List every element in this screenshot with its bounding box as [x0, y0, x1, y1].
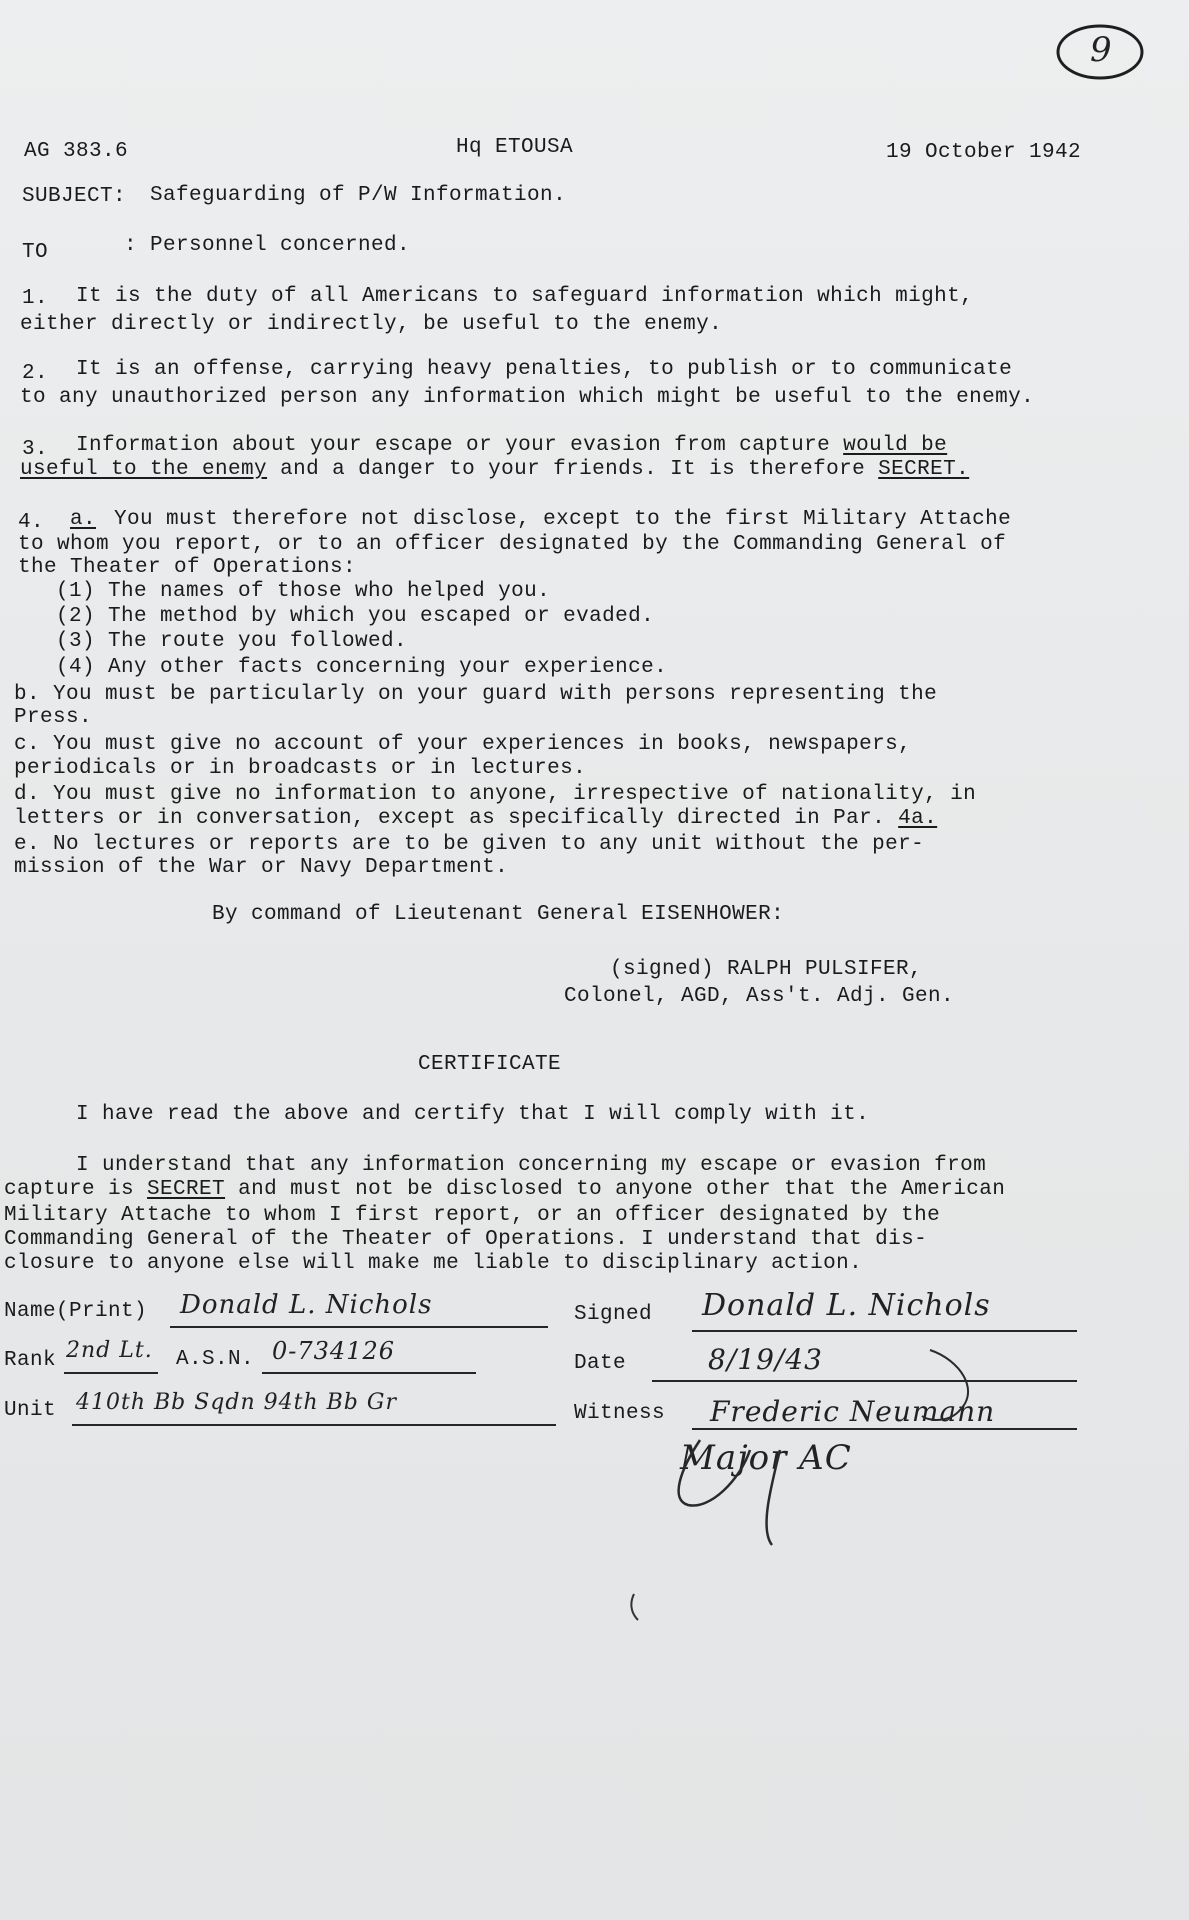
- asn-label: A.S.N.: [176, 1348, 255, 1371]
- para3-line1-text: Information about your escape or your evasion from capture: [76, 434, 831, 457]
- certificate-line2: [4, 1178, 1005, 1202]
- para4-c-line: periodicals or in broadcasts or in lectures.: [14, 757, 587, 780]
- para4-a-line: the Theater of Operations:: [18, 556, 357, 579]
- para3-line2: [20, 458, 969, 482]
- subject-label: SUBJECT:: [22, 185, 127, 208]
- para4-a-line: You must therefore not disclose, except to the first Military Attache: [114, 508, 1012, 531]
- name-label: Name(Print): [4, 1300, 148, 1323]
- name-field-line: [170, 1326, 548, 1328]
- name-value: Donald L. Nichols: [180, 1290, 433, 1320]
- certificate-line2-text-b: and must not be disclosed to anyone other that the American: [238, 1178, 1006, 1201]
- para1-number: 1.: [22, 287, 49, 310]
- certificate-line2-text: capture is: [4, 1178, 135, 1201]
- signature-line2: Colonel, AGD, Ass't. Adj. Gen.: [564, 985, 955, 1008]
- signature-line1: (signed) RALPH PULSIFER,: [610, 958, 923, 981]
- para4-d-line2: [14, 807, 937, 831]
- witness-rank: Major AC: [680, 1438, 852, 1478]
- para3-secret: SECRET.: [878, 458, 970, 481]
- para4-e-line: e. No lectures or reports are to be given to any unit without the per-: [14, 833, 925, 856]
- stray-mark: [626, 1592, 642, 1622]
- para2-line: It is an offense, carrying heavy penalties, to publish or to communicate: [76, 358, 1013, 381]
- signed-value: Donald L. Nichols: [702, 1288, 991, 1323]
- asn-field-line: [262, 1372, 476, 1374]
- para4-e-line: mission of the War or Navy Department.: [14, 856, 509, 879]
- para2-line: to any unauthorized person any information which might be useful to the enemy.: [20, 386, 1035, 409]
- para3-number: 3.: [22, 438, 49, 461]
- certificate-line: closure to anyone else will make me liable to disciplinary action.: [4, 1252, 863, 1275]
- para3-line1: [76, 434, 947, 458]
- para4-a-marker: a.: [70, 508, 97, 531]
- para3-line2-text: and a danger to your friends. It is therefore: [280, 458, 866, 481]
- para4-item: (2) The method by which you escaped or evaded.: [56, 605, 655, 628]
- certificate-line: Commanding General of the Theater of Operations. I understand that dis-: [4, 1228, 928, 1251]
- para4-item: (1) The names of those who helped you.: [56, 580, 551, 603]
- para4-c-line: c. You must give no account of your experiences in books, newspapers,: [14, 733, 912, 756]
- para4-d-ref: 4a.: [898, 807, 938, 830]
- para2-number: 2.: [22, 362, 49, 385]
- to-text: : Personnel concerned.: [124, 234, 411, 257]
- para4-a-line: to whom you report, or to an officer designated by the Commanding General of: [18, 533, 1007, 556]
- certificate-secret: SECRET: [147, 1178, 226, 1201]
- date-label: Date: [574, 1352, 627, 1375]
- date-value: 8/19/43: [708, 1343, 823, 1376]
- document-date: 19 October 1942: [886, 141, 1082, 164]
- to-label: TO: [22, 241, 49, 264]
- para4-number: 4.: [18, 511, 45, 534]
- para4-d-line: d. You must give no information to anyone, irrespective of nationality, in: [14, 783, 977, 806]
- certificate-line: I understand that any information concerning my escape or evasion from: [76, 1154, 987, 1177]
- signature-flourish: [660, 1330, 1000, 1550]
- file-reference: AG 383.6: [24, 140, 129, 163]
- para4-item: (3) The route you followed.: [56, 630, 408, 653]
- certificate-title: CERTIFICATE: [418, 1053, 562, 1076]
- certificate-para1: I have read the above and certify that I will comply with it.: [76, 1103, 870, 1126]
- para1-line: It is the duty of all Americans to safeguard information which might,: [76, 285, 974, 308]
- para4-item: (4) Any other facts concerning your experience.: [56, 656, 668, 679]
- para4-b-line: Press.: [14, 706, 93, 729]
- para4-b-line: b. You must be particularly on your guard with persons representing the: [14, 683, 938, 706]
- rank-field-line: [64, 1372, 158, 1374]
- unit-value: 410th Bb Sqdn 94th Bb Gr: [76, 1390, 397, 1415]
- unit-label: Unit: [4, 1399, 57, 1422]
- signed-label: Signed: [574, 1303, 653, 1326]
- para3-line2-underlined: useful to the enemy: [20, 458, 268, 481]
- rank-value: 2nd Lt.: [66, 1338, 153, 1363]
- witness-label: Witness: [574, 1402, 666, 1425]
- witness-value: Frederic Neumann: [710, 1395, 996, 1428]
- headquarters: Hq ETOUSA: [456, 136, 574, 159]
- rank-label: Rank: [4, 1349, 57, 1372]
- subject-text: Safeguarding of P/W Information.: [150, 184, 567, 207]
- page-number: 9: [1090, 30, 1113, 70]
- command-line: By command of Lieutenant General EISENHOWER:: [212, 903, 785, 926]
- para4-d-line-text: letters or in conversation, except as specifically directed in Par.: [14, 807, 886, 830]
- para3-line1-underlined: would be: [843, 434, 948, 457]
- para1-line: either directly or indirectly, be useful to the enemy.: [20, 313, 723, 336]
- unit-field-line: [72, 1424, 556, 1426]
- asn-value: 0-734126: [272, 1337, 395, 1365]
- certificate-line: Military Attache to whom I first report, or an officer designated by the: [4, 1204, 941, 1227]
